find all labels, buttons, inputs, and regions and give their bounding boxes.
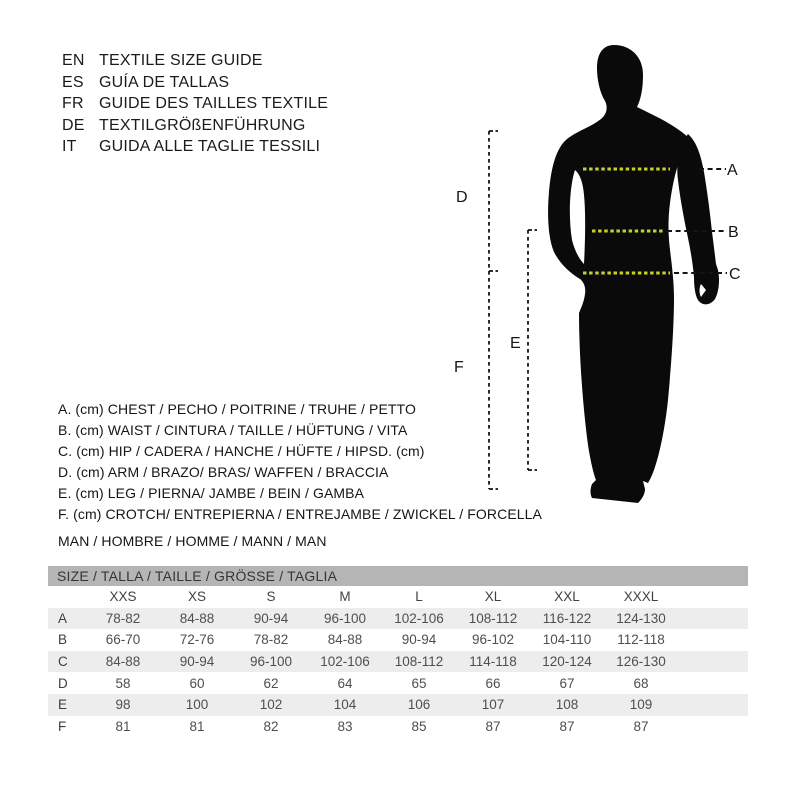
size-table [48,566,748,737]
measurement-legend [58,399,542,552]
size-cell: 102-106 [394,610,444,626]
measurement-item: B. (cm) WAIST / CINTURA / TAILLE / HÜFTUNG / VITA [58,421,408,438]
measurement-item: F. (cm) CROTCH/ ENTREPIERNA / ENTREJAMBE / ZWICKEL / FORCELLA [58,505,542,522]
size-cell: 108-112 [468,610,518,626]
size-cell: 85 [411,718,427,734]
measurement-item: E. (cm) LEG / PIERNA/ JAMBE / BEIN / GAMBA [58,484,365,501]
size-cell: 78-82 [105,610,141,626]
guide-title: GUÍA DE TALLAS [99,73,230,91]
language-title-list [62,50,328,158]
size-cell: 87 [633,718,649,734]
size-cell: 96-100 [323,610,367,626]
size-cell: 124-130 [616,610,666,626]
figure-label-a: A [727,162,738,179]
size-cell: 107 [481,697,505,713]
language-row [62,136,328,158]
figure-label-f: F [454,359,464,376]
size-cell: 102-106 [320,654,370,670]
size-cell: 108 [555,697,579,713]
guide-title: GUIDA ALLE TAGLIE TESSILI [99,138,321,156]
size-cell: 62 [263,675,279,691]
size-cell: 67 [559,675,575,691]
row-key: B [58,632,68,648]
man-right-arm [677,134,719,304]
size-cell: 65 [411,675,427,691]
size-cell: 84-88 [179,610,215,626]
size-cell: 90-94 [179,654,215,670]
size-cell: 104-110 [542,632,592,648]
table-row [48,629,748,651]
size-column-header: XXS [109,589,137,605]
size-cell: 126-130 [616,654,666,670]
man-silhouette [548,45,689,503]
size-cell: 58 [115,675,131,691]
size-cell: 72-76 [179,632,215,648]
size-cell: 84-88 [105,654,141,670]
size-cell: 87 [485,718,501,734]
size-cell: 87 [559,718,575,734]
row-key: C [58,654,68,670]
armpit-gap [570,170,585,264]
size-columns-row [48,586,748,608]
size-column-header: XXL [554,589,580,605]
size-column-header: S [266,589,276,605]
figure-label-e: E [510,335,521,352]
language-code: DE [62,116,85,134]
size-cell: 114-118 [469,654,517,670]
language-code: EN [62,52,85,69]
size-cell: 96-100 [249,654,293,670]
size-cell: 112-118 [617,632,665,648]
figure-label-b: B [728,224,739,241]
table-row [48,716,748,738]
size-cell: 109 [629,697,653,713]
size-column-header: L [415,589,423,605]
measurement-item: A. (cm) CHEST / PECHO / POITRINE / TRUHE / PETTO [58,401,416,417]
guide-title: TEXTILGRÖßENFÜHRUNG [99,116,306,134]
size-cell: 90-94 [401,632,437,648]
size-cell: 90-94 [253,610,289,626]
size-table-title: SIZE / TALLA / TAILLE / GRÖSSE / TAGLIA [48,566,748,586]
measurement-item: D. (cm) ARM / BRAZO/ BRAS/ WAFFEN / BRACCIA [58,463,389,480]
size-cell: 84-88 [327,632,363,648]
figure-label-c: C [729,266,741,283]
language-row [62,50,328,72]
audience-line: MAN / HOMBRE / HOMME / MANN / MAN [58,533,327,550]
table-row [48,694,748,716]
size-cell: 100 [185,697,209,713]
size-cell: 60 [189,675,205,691]
language-row [62,72,328,94]
row-key: E [58,697,68,713]
guide-title: GUIDE DES TAILLES TEXTILE [99,95,329,113]
size-cell: 98 [115,697,131,713]
size-cell: 104 [333,697,357,713]
size-cell: 116-122 [542,610,592,626]
guide-title: TEXTILE SIZE GUIDE [99,52,263,69]
table-row [48,651,748,673]
language-row [62,115,328,137]
size-cell: 66 [485,675,501,691]
size-cell: 68 [633,675,649,691]
size-cell: 120-124 [542,654,592,670]
size-cell: 82 [263,718,279,734]
size-cell: 64 [337,675,353,691]
size-cell: 78-82 [253,632,289,648]
language-row [62,93,328,115]
measurement-item: C. (cm) HIP / CADERA / HANCHE / HÜFTE / HIPSD. (cm) [58,442,425,459]
table-row [48,672,748,694]
size-cell: 102 [259,697,283,713]
row-key: D [58,675,68,691]
size-column-header: XL [484,589,502,605]
figure-label-d: D [456,189,468,206]
size-cell: 96-102 [471,632,515,648]
row-key: F [58,718,67,734]
language-code: ES [62,73,84,91]
size-cell: 81 [189,718,205,734]
size-column-header: XXXL [623,589,659,605]
size-column-header: M [339,589,351,605]
language-code: IT [62,138,77,156]
size-cell: 108-112 [394,654,444,670]
size-cell: 83 [337,718,353,734]
thumb-notch [700,284,707,297]
size-cell: 66-70 [105,632,141,648]
size-cell: 81 [115,718,131,734]
language-code: FR [62,95,84,113]
size-cell: 106 [407,697,431,713]
row-key: A [58,610,68,626]
size-column-header: XS [187,589,206,605]
table-row [48,608,748,630]
